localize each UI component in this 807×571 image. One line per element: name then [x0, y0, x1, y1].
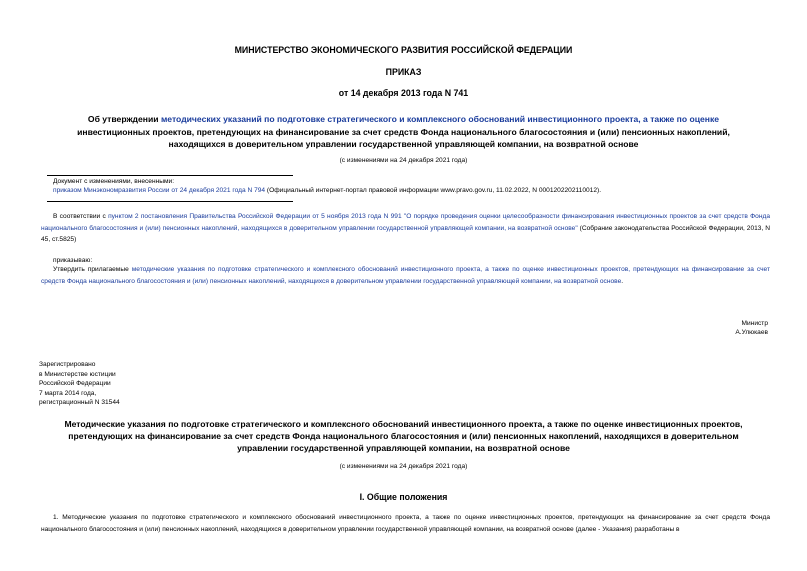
registration-line-4: 7 марта 2014 года, — [39, 390, 97, 397]
order-title-line-2: инвестиционных проектов, претендующих на финансирование за счет средств Фонда национального благосостояния и (или) пенсионных накоплений, — [77, 127, 730, 137]
approve-paragraph — [41, 264, 770, 287]
registration-line-2: в Министерстве юстиции — [39, 371, 116, 378]
changes-line — [53, 185, 601, 197]
order-date-number: от 14 декабря 2013 года N 741 — [338, 88, 469, 98]
preamble-start: В соответствии с — [53, 213, 109, 220]
registration-line-1: Зарегистрировано — [39, 361, 96, 368]
guidelines-title-line-1: Методические указания по подготовке стратегического и комплексного обоснований инвестиционного проекта, а также по оценке инвестиционных проектов, — [64, 419, 743, 429]
ministry-heading: МИНИСТЕРСТВО ЭКОНОМИЧЕСКОГО РАЗВИТИЯ РОССИЙСКОЙ ФЕДЕРАЦИИ — [234, 45, 573, 55]
preamble-link[interactable]: пунктом 2 постановления Правительства Российской Федерации от 5 ноября 2013 года N 991 "О порядке проведения оценки целесообразности финансирования инвестиционных проектов за счет средств Фонда национального благосостояния и (или) пенсионных накоплений, находящихся в доверительном управлении государственной управляющей компании, на возвратной основе" — [41, 213, 771, 232]
registration-line-3: Российской Федерации — [39, 380, 111, 387]
guidelines-title-line-3: управлении государственной управляющей компании, на возвратной основе — [237, 443, 570, 453]
preamble-paragraph — [41, 211, 770, 246]
amended-note: (с изменениями на 24 декабря 2021 года) — [339, 157, 468, 164]
approve-end: . — [621, 277, 624, 285]
preamble-end: (Собрание законодательства Российской Федерации, 2013, N 45, ст.5825) — [41, 224, 770, 243]
approve-start: Утвердить прилагаемые — [53, 266, 132, 273]
signature-role: Министр — [741, 320, 768, 327]
guidelines-title-line-2: претендующих на финансирование за счет средств Фонда национального благосостояния и (или) пенсионных накоплений, находящихся в доверительном — [68, 431, 739, 441]
changes-source: (Официальный интернет-портал правовой информации www.pravo.gov.ru, 11.02.2022, N 0001202202110012). — [265, 187, 602, 194]
amended-note-2: (с изменениями на 24 декабря 2021 года) — [339, 463, 468, 470]
section-1-heading: I. Общие положения — [359, 492, 448, 502]
doc-type-heading: ПРИКАЗ — [385, 67, 422, 77]
registration-line-5: регистрационный N 31544 — [39, 399, 120, 406]
approve-link[interactable]: методические указания по подготовке стратегического и комплексного обоснований инвестиционного проекта, а также по оценке инвестиционных проектов, претендующих на финансирование за счет средств Фонда национального благосостояния и (или) пенсионных накоплений, находящихся в доверительном управлении государственной управляющей компании, на возвратной основе — [41, 266, 770, 285]
divider-bottom — [47, 201, 293, 202]
paragraph-1: 1. Методические указания по подготовке стратегического и комплексного обоснований инвестиционного проекта, а также по оценке инвестиционных проектов, претендующих на финансирование за счет средств Фонда национального благосостояния и (или) пенсионных накоплений, находящихся в доверительном управлении государственной управляющей компании, на возвратной основе (далее - Указания) разработаны в — [41, 514, 770, 533]
order-title-prefix: Об утверждении — [87, 114, 161, 124]
order-title-link[interactable]: методических указаний по подготовке стратегического и комплексного обоснований инвестиционного проекта, а также по оценке — [160, 114, 720, 124]
order-title-line-3: находящихся в доверительном управлении государственной управляющей компании, на возвратной основе — [168, 139, 639, 149]
signature-name: А.Улюкаев — [735, 329, 768, 336]
order-title-line-1 — [0, 113, 807, 126]
order-word: приказываю: — [53, 257, 93, 264]
changes-intro: Документ с изменениями, внесенными: — [53, 178, 175, 185]
changes-order-link[interactable]: приказом Минэкономразвития России от 24 декабря 2021 года N 794 — [53, 187, 266, 194]
